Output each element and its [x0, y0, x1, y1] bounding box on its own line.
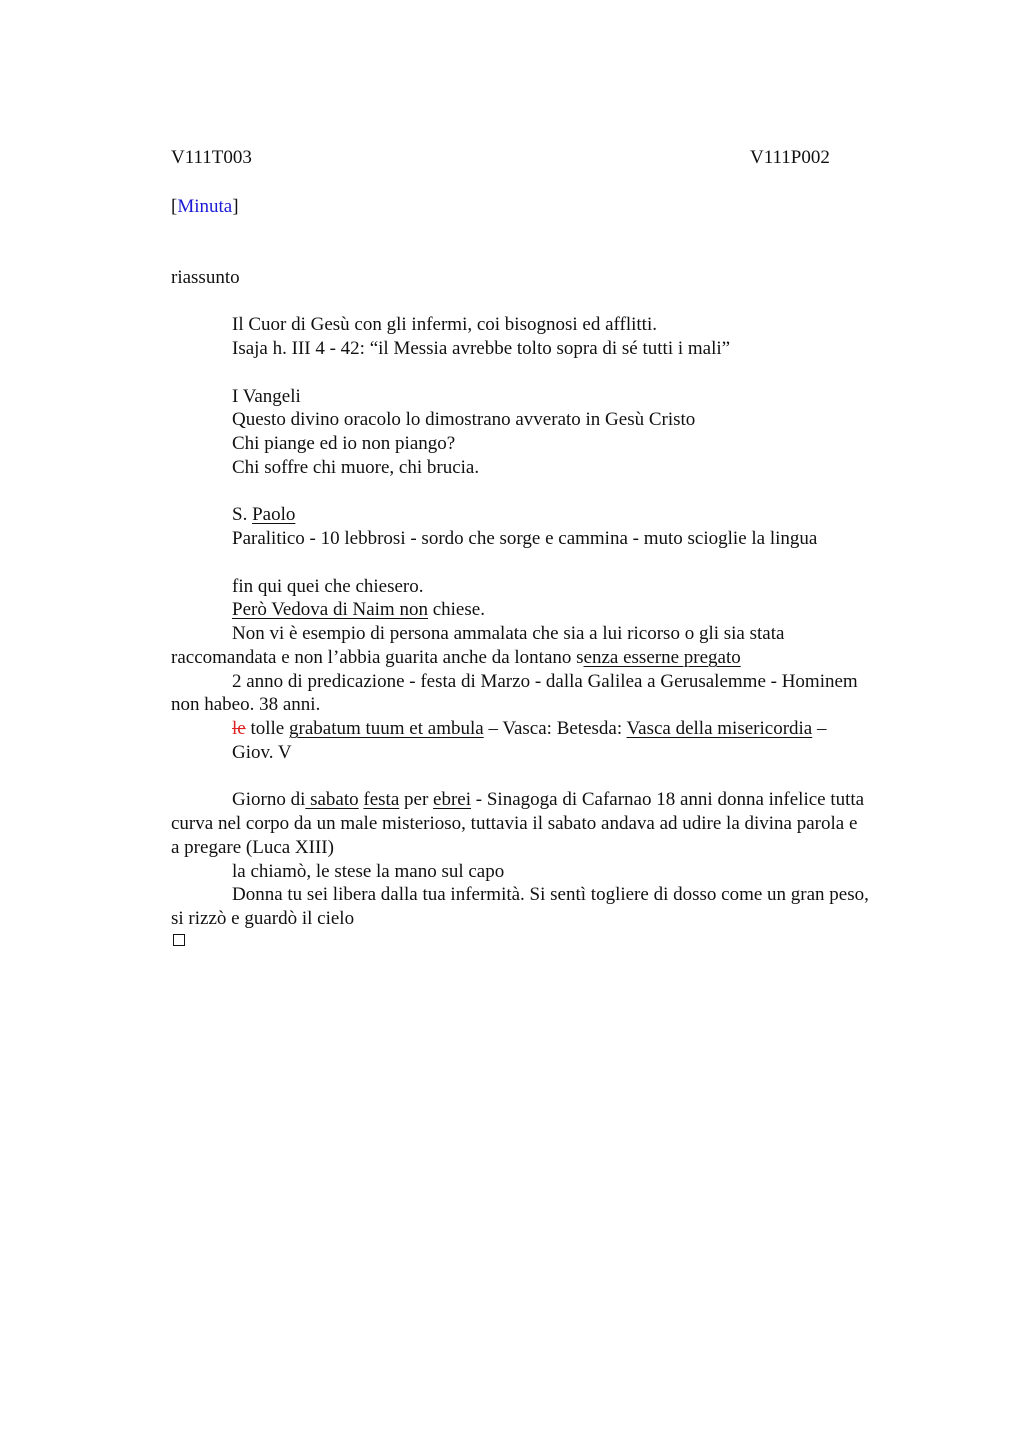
section-title: riassunto [171, 267, 240, 288]
header-right-code: V111P002 [750, 147, 830, 168]
underlined-text: Però Vedova di Naim non [232, 599, 428, 620]
underlined-text: festa [363, 789, 400, 810]
text-line: Paralitico - 10 lebbrosi - sordo che sorge e cammina - muto scioglie la lingua [232, 528, 818, 549]
text-line [232, 717, 992, 741]
text-line [232, 503, 992, 527]
text-line: a pregare (Luca XIII) [171, 837, 334, 858]
document-type-label: Minuta [177, 196, 233, 217]
text-line: Chi piange ed io non piango? [232, 433, 456, 454]
text-line: Giov. V [232, 742, 292, 763]
document-type [171, 195, 931, 219]
text-segment: – Vasca: Betesda: [483, 718, 627, 739]
text-segment: - Sinagoga di Cafarnao 18 anni donna infelice tutta [471, 789, 865, 810]
text-segment: S. [232, 504, 253, 525]
bracket-close: ] [232, 196, 239, 217]
text-line: Isaja h. III 4 - 42: “il Messia avrebbe tolto sopra di sé tutti i mali” [232, 338, 731, 359]
underlined-text: sabato [305, 789, 359, 810]
text-segment: per [399, 789, 434, 810]
text-segment: tolle [245, 718, 289, 739]
underlined-text: grabatum tuum et ambula [289, 718, 484, 739]
underlined-text: Paolo [252, 504, 296, 525]
text-line: 2 anno di predicazione - festa di Marzo - dalla Galilea a Gerusalemme - Hominem [232, 671, 858, 692]
text-line: fin qui quei che chiesero. [232, 576, 424, 597]
text-line [232, 788, 992, 812]
bracket-open: [ [171, 196, 178, 217]
header-row [171, 146, 931, 170]
underlined-text: enza esserne pregato [583, 647, 741, 668]
text-segment: Giorno di [232, 789, 306, 810]
text-segment: raccomandata e non l’abbia guarita anche da lontano s [171, 647, 584, 668]
deleted-text: le [232, 718, 246, 739]
text-line: Questo divino oracolo lo dimostrano avverato in Gesù Cristo [232, 409, 696, 430]
underlined-text: Vasca della misericordia [626, 718, 813, 739]
underlined-text: ebrei [433, 789, 472, 810]
text-line: Non vi è esempio di persona ammalata che sia a lui ricorso o gli sia stata [232, 623, 785, 644]
text-line: non habeo. 38 anni. [171, 694, 321, 715]
header-left-code: V111T003 [171, 147, 252, 168]
text-line: Donna tu sei libera dalla tua infermità. Si sentì togliere di dosso come un gran peso, [232, 884, 869, 905]
text-line: si rizzò e guardò il cielo [171, 908, 355, 929]
text-line: la chiamò, le stese la mano sul capo [232, 861, 505, 882]
text-segment: chiese. [427, 599, 485, 620]
text-line: Chi soffre chi muore, chi brucia. [232, 457, 480, 478]
empty-square-icon [173, 934, 185, 946]
text-line [171, 646, 931, 670]
text-line [232, 598, 992, 622]
text-segment: – [812, 718, 827, 739]
text-line: I Vangeli [232, 386, 301, 407]
text-line: curva nel corpo da un male misterioso, tuttavia il sabato andava ad udire la divina parola e [171, 813, 858, 834]
text-line: Il Cuor di Gesù con gli infermi, coi bisognosi ed afflitti. [232, 314, 657, 335]
